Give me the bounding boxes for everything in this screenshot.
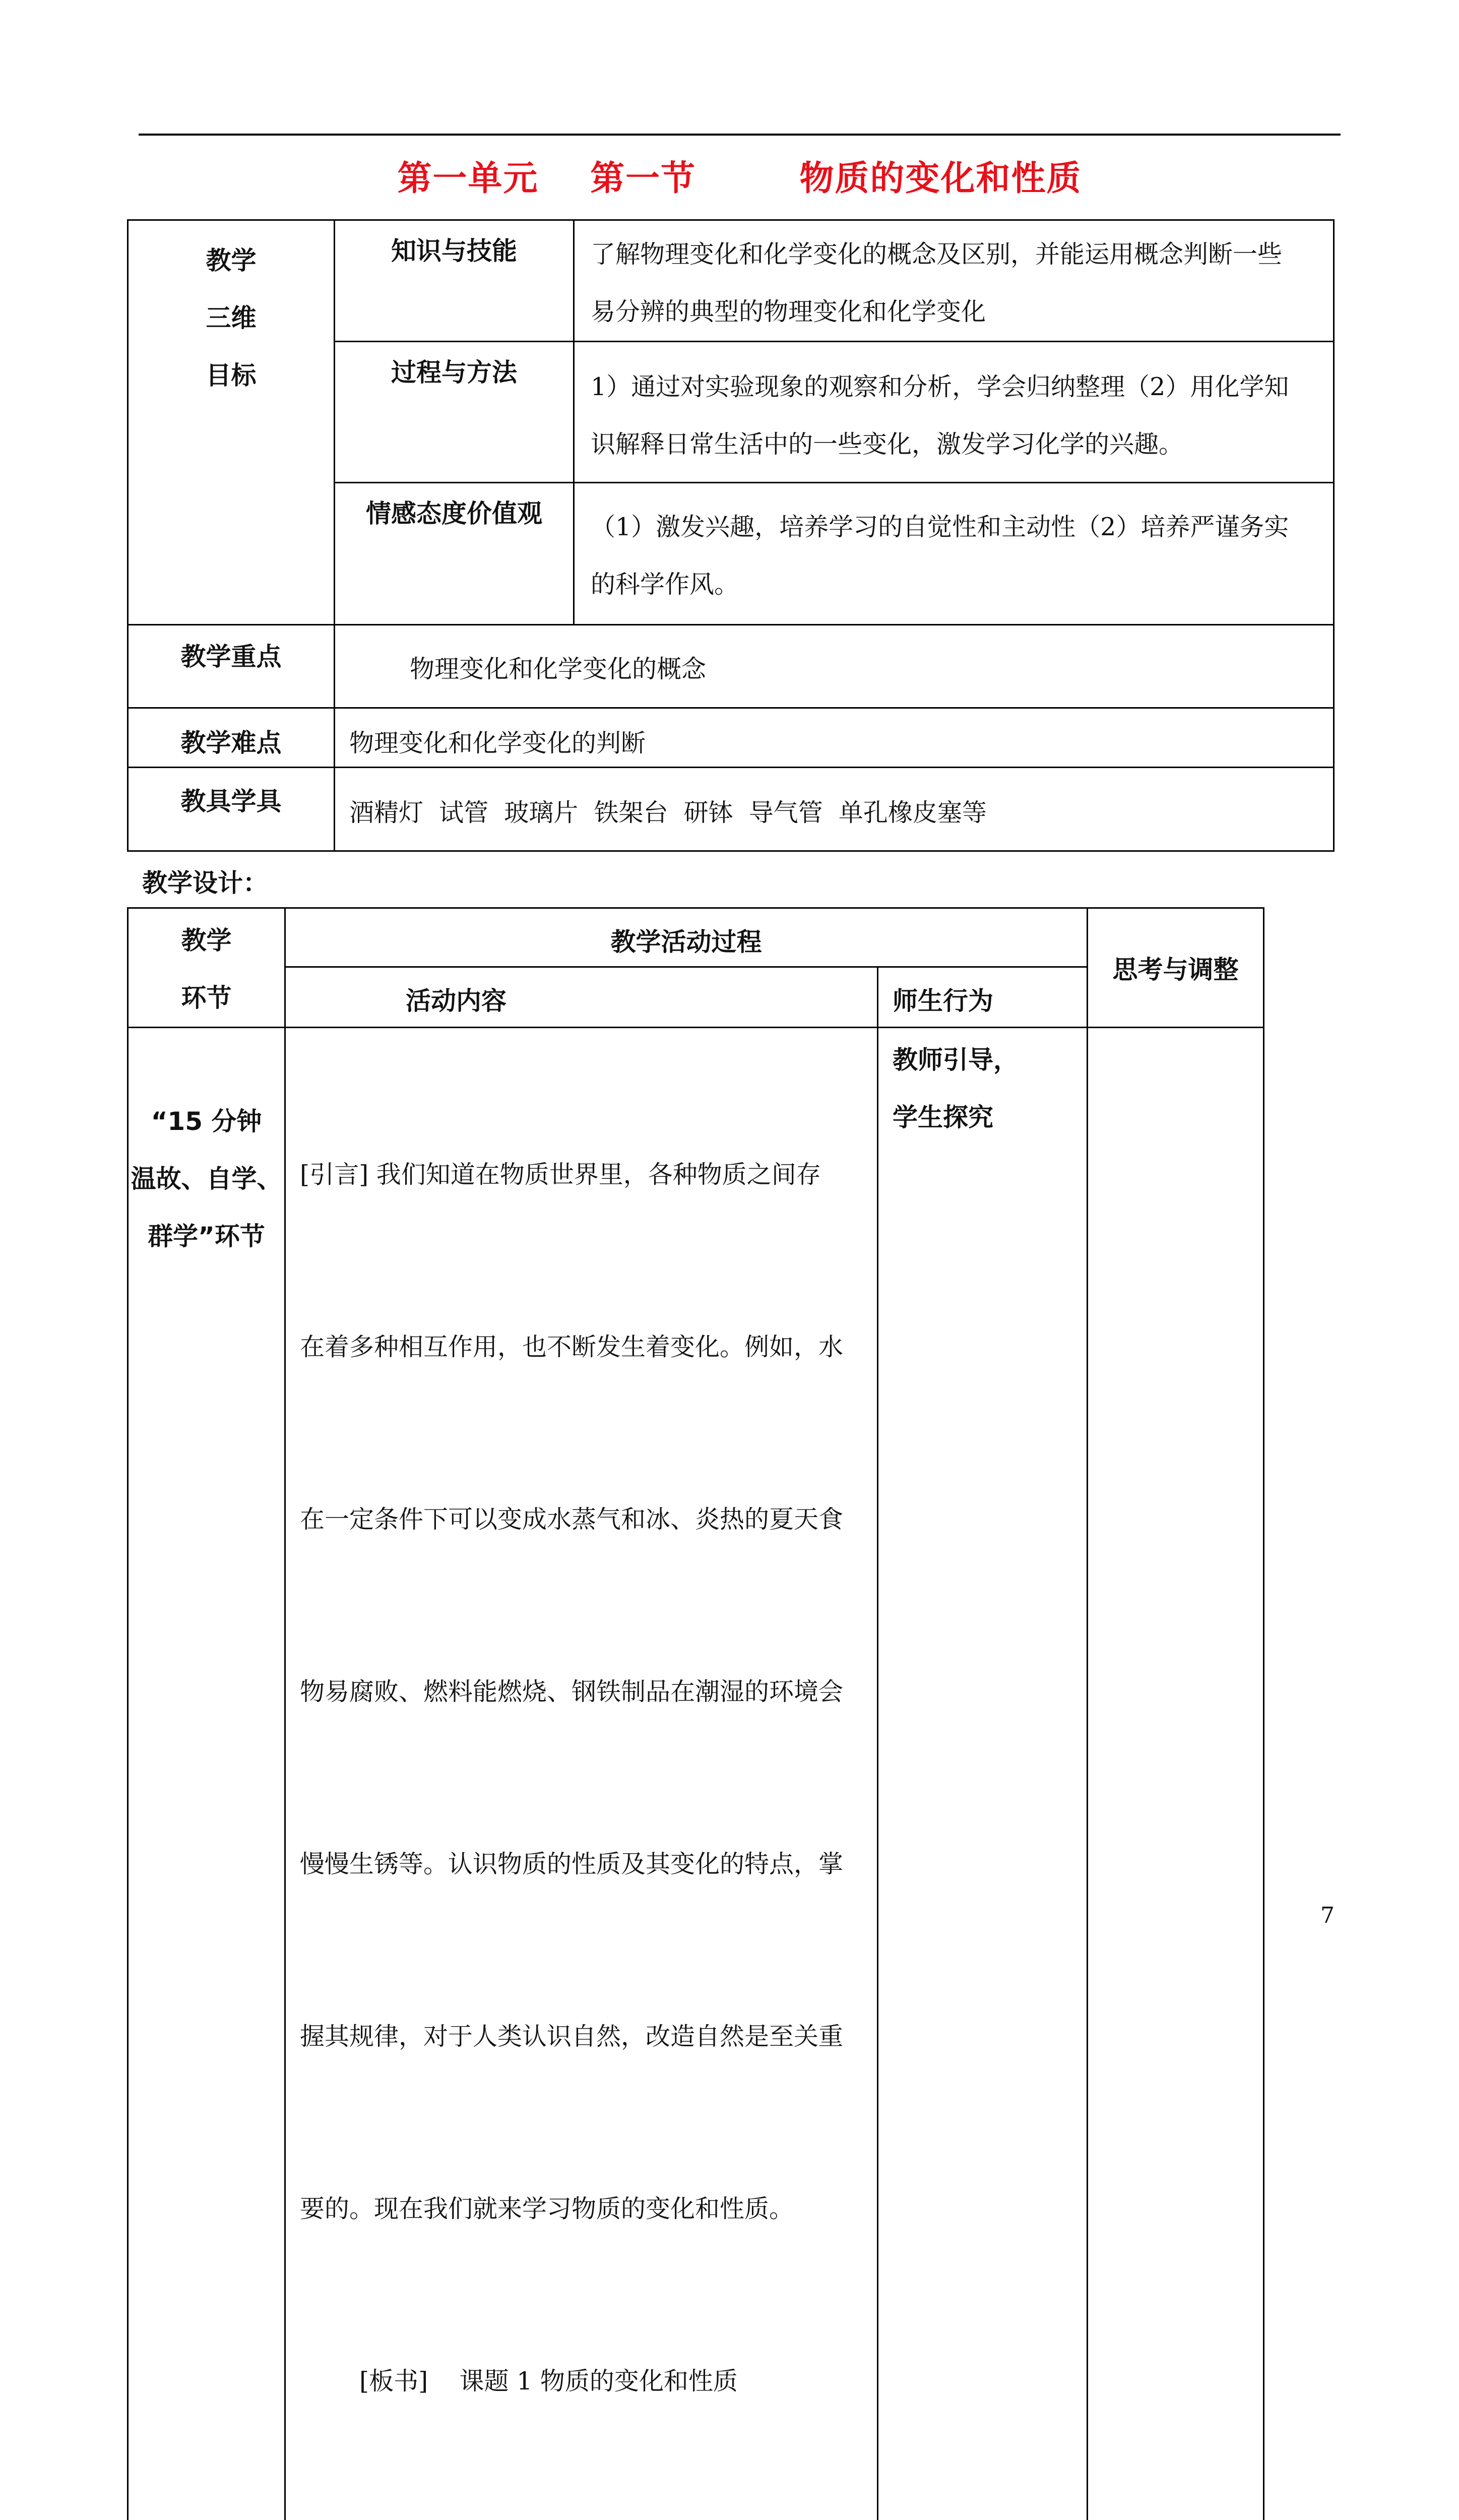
- objectives-table: [127, 219, 1335, 852]
- design-section-label: 教学设计：: [142, 863, 268, 899]
- content-line: 在着多种相互作用，也不断发生着变化。例如，水: [300, 1318, 877, 1376]
- behavior-cell: 教师引导， 学生探究: [878, 1028, 1088, 2520]
- three-dimension-goal-label: 教学 三维 目标: [128, 220, 335, 625]
- process-method-label: 过程与方法: [335, 342, 574, 483]
- knowledge-skill-label: 知识与技能: [335, 220, 574, 342]
- teaching-design-table: [127, 907, 1264, 2520]
- stage-column-header: 教学 环节: [128, 908, 285, 1028]
- page-title: 第一单元 第一节 物质的变化和性质: [139, 151, 1341, 200]
- content-line: 慢慢生锈等。认识物质的性质及其变化的特点，掌: [300, 1836, 877, 1893]
- content-column-header: 活动内容: [285, 967, 878, 1028]
- key-point-value: 物理变化和化学变化的概念: [335, 625, 1334, 708]
- difficulty-value: 物理变化和化学变化的判断: [335, 708, 1334, 768]
- key-point-label: 教学重点: [128, 625, 335, 708]
- process-column-header: 教学活动过程: [285, 908, 1088, 967]
- header-rule: [139, 134, 1341, 136]
- process-method-value: 1）通过对实验现象的观察和分析，学会归纳整理（2）用化学知 识解释日常生活中的一些变化，激发学习化学的兴趣。: [574, 342, 1334, 483]
- reflect-column-header: 思考与调整: [1088, 908, 1264, 1028]
- behavior-column-header: 师生行为: [878, 967, 1088, 1028]
- knowledge-skill-value: 了解物理变化和化学变化的概念及区别，并能运用概念判断一些 易分辨的典型的物理变化和化学变化: [574, 220, 1334, 342]
- content-line: [引言] 我们知道在物质世界里，各种物质之间存: [300, 1146, 877, 1204]
- page-number: 7: [1320, 1903, 1335, 1928]
- content-line: 在一定条件下可以变成水蒸气和冰、炎热的夏天食: [300, 1491, 877, 1548]
- content-line: 握其规律，对于人类认识自然，改造自然是至关重: [300, 2008, 877, 2065]
- emotion-attitude-value: （1）激发兴趣，培养学习的自觉性和主动性（2）培养严谨务实 的科学作风。: [574, 483, 1334, 625]
- materials-value: 酒精灯 试管 玻璃片 铁架台 研钵 导气管 单孔橡皮塞等: [335, 768, 1334, 851]
- content-line: 物易腐败、燃料能燃烧、钢铁制品在潮湿的环境会: [300, 1663, 877, 1721]
- materials-label: 教具学具: [128, 768, 335, 851]
- activity-content-cell: [285, 1028, 878, 2520]
- emotion-attitude-label: 情感态度价值观: [335, 483, 574, 625]
- content-line: [板书] 课题 1 物质的变化和性质: [300, 2353, 877, 2410]
- content-line: 要的。现在我们就来学习物质的变化和性质。: [300, 2180, 877, 2238]
- reflect-cell: [1088, 1028, 1264, 2520]
- stage-cell: “15 分钟 温故、自学、 群学”环节: [128, 1028, 285, 2520]
- difficulty-label: 教学难点: [128, 708, 335, 768]
